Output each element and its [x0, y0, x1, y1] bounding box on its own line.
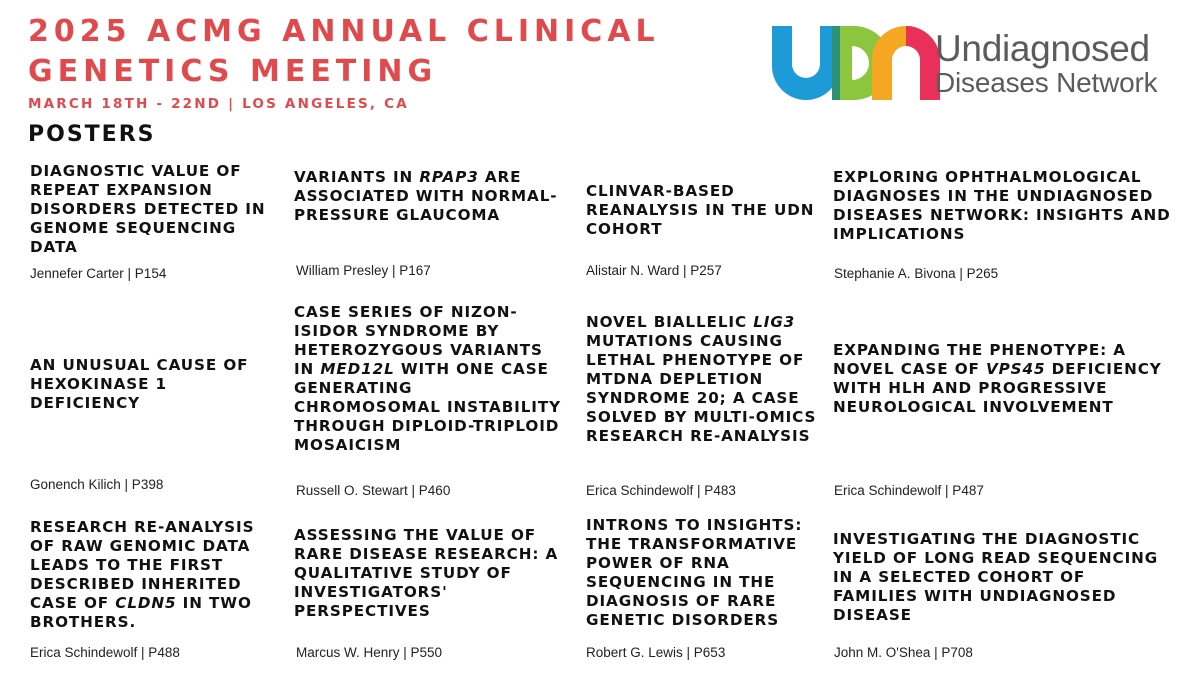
poster-title-text: IN TWO BROTHERS.: [30, 594, 252, 631]
poster-title: [294, 303, 564, 455]
poster-author: Marcus W. Henry | P550: [296, 645, 443, 660]
logo-text-line-1: Undiagnosed: [935, 28, 1150, 69]
poster-author: Erica Schindewolf | P483: [586, 483, 736, 498]
poster-author: John M. O'Shea | P708: [834, 645, 973, 660]
poster-author: Russell O. Stewart | P460: [296, 483, 451, 498]
poster-title-text: WITH ONE CASE GENERATING CHROMOSOMAL INSTABILITY THROUGH DIPLOID-TRIPLOID MOSAICISM: [294, 360, 562, 454]
poster-author: Robert G. Lewis | P653: [586, 645, 726, 660]
poster-title: [294, 526, 564, 621]
logo-text-line-2: Diseases Network: [935, 67, 1158, 98]
poster-title-text: ARE ASSOCIATED WITH NORMAL-PRESSURE GLAUCOMA: [294, 168, 558, 224]
poster-author: Alistair N. Ward | P257: [586, 263, 722, 278]
poster-title-text: INTRONS TO INSIGHTS: THE TRANSFORMATIVE POWER OF RNA SEQUENCING IN THE DIAGNOSIS OF RARE GENETIC DISORDERS: [586, 516, 803, 629]
poster-title: [30, 356, 270, 413]
poster-title: [833, 168, 1173, 244]
gene-name: RPAP3: [419, 168, 479, 186]
poster-title-text: EXPLORING OPHTHALMOLOGICAL DIAGNOSES IN THE UNDIAGNOSED DISEASES NETWORK: INSIGHTS AND IMPLICATIONS: [833, 168, 1171, 243]
poster-title: [586, 182, 821, 239]
poster-author: Jennefer Carter | P154: [30, 266, 167, 281]
poster-author: Erica Schindewolf | P487: [834, 483, 984, 498]
event-title-line-1: 2025 ACMG ANNUAL CLINICAL: [28, 14, 660, 49]
poster-title-text: DEFICIENCY WITH HLH AND PROGRESSIVE NEUROLOGICAL INVOLVEMENT: [833, 360, 1162, 416]
poster-title: [833, 530, 1173, 625]
gene-name: LIG3: [753, 313, 796, 331]
poster-author: Gonench Kilich | P398: [30, 477, 164, 492]
poster-title-text: INVESTIGATING THE DIAGNOSTIC YIELD OF LONG READ SEQUENCING IN A SELECTED COHORT OF FAMILIES WITH UNDIAGNOSED DISEASE: [833, 530, 1159, 624]
event-subtitle: MARCH 18TH - 22ND | LOS ANGELES, CA: [28, 96, 409, 112]
section-heading: POSTERS: [28, 122, 156, 147]
logo-d-overlap: [832, 26, 840, 100]
poster-title: [586, 313, 821, 446]
poster-title-text: EXPANDING THE PHENOTYPE: A NOVEL CASE OF: [833, 341, 1126, 378]
poster-title-text: MUTATIONS CAUSING LETHAL PHENOTYPE OF MTDNA DEPLETION SYNDROME 20; A CASE SOLVED BY MULTI-OMICS RESEARCH RE-ANALYSIS: [586, 332, 817, 445]
poster-author: William Presley | P167: [296, 263, 431, 278]
poster-title-text: VARIANTS IN: [294, 168, 420, 186]
event-title-line-2: GENETICS MEETING: [28, 54, 438, 89]
poster-title-text: AN UNUSUAL CAUSE OF HEXOKINASE 1 DEFICIENCY: [30, 356, 249, 412]
poster-author: Erica Schindewolf | P488: [30, 645, 180, 660]
poster-title: [586, 516, 821, 630]
poster-title: [30, 518, 270, 632]
poster-title-text: RESEARCH RE-ANALYSIS OF RAW GENOMIC DATA LEADS TO THE FIRST DESCRIBED INHERITED CASE OF: [30, 518, 255, 612]
poster-title: [833, 341, 1173, 417]
poster-title-text: CASE SERIES OF NIZON-ISIDOR SYNDROME BY HETEROZYGOUS VARIANTS IN: [294, 303, 543, 378]
poster-title-text: DIAGNOSTIC VALUE OF REPEAT EXPANSION DISORDERS DETECTED IN GENOME SEQUENCING DATA: [30, 162, 266, 256]
poster-title-text: NOVEL BIALLELIC: [586, 313, 754, 331]
gene-name: VPS45: [985, 360, 1046, 378]
gene-name: MED12L: [320, 360, 395, 378]
logo-u-shape: [772, 26, 840, 100]
poster-title-text: CLINVAR-BASED REANALYSIS IN THE UDN COHORT: [586, 182, 815, 238]
poster-title-text: ASSESSING THE VALUE OF RARE DISEASE RESEARCH: A QUALITATIVE STUDY OF INVESTIGATORS' PERSPECTIVES: [294, 526, 559, 620]
poster-author: Stephanie A. Bivona | P265: [834, 266, 999, 281]
poster-title: [294, 168, 564, 225]
poster-title: [30, 162, 270, 257]
gene-name: CLDN5: [115, 594, 177, 612]
